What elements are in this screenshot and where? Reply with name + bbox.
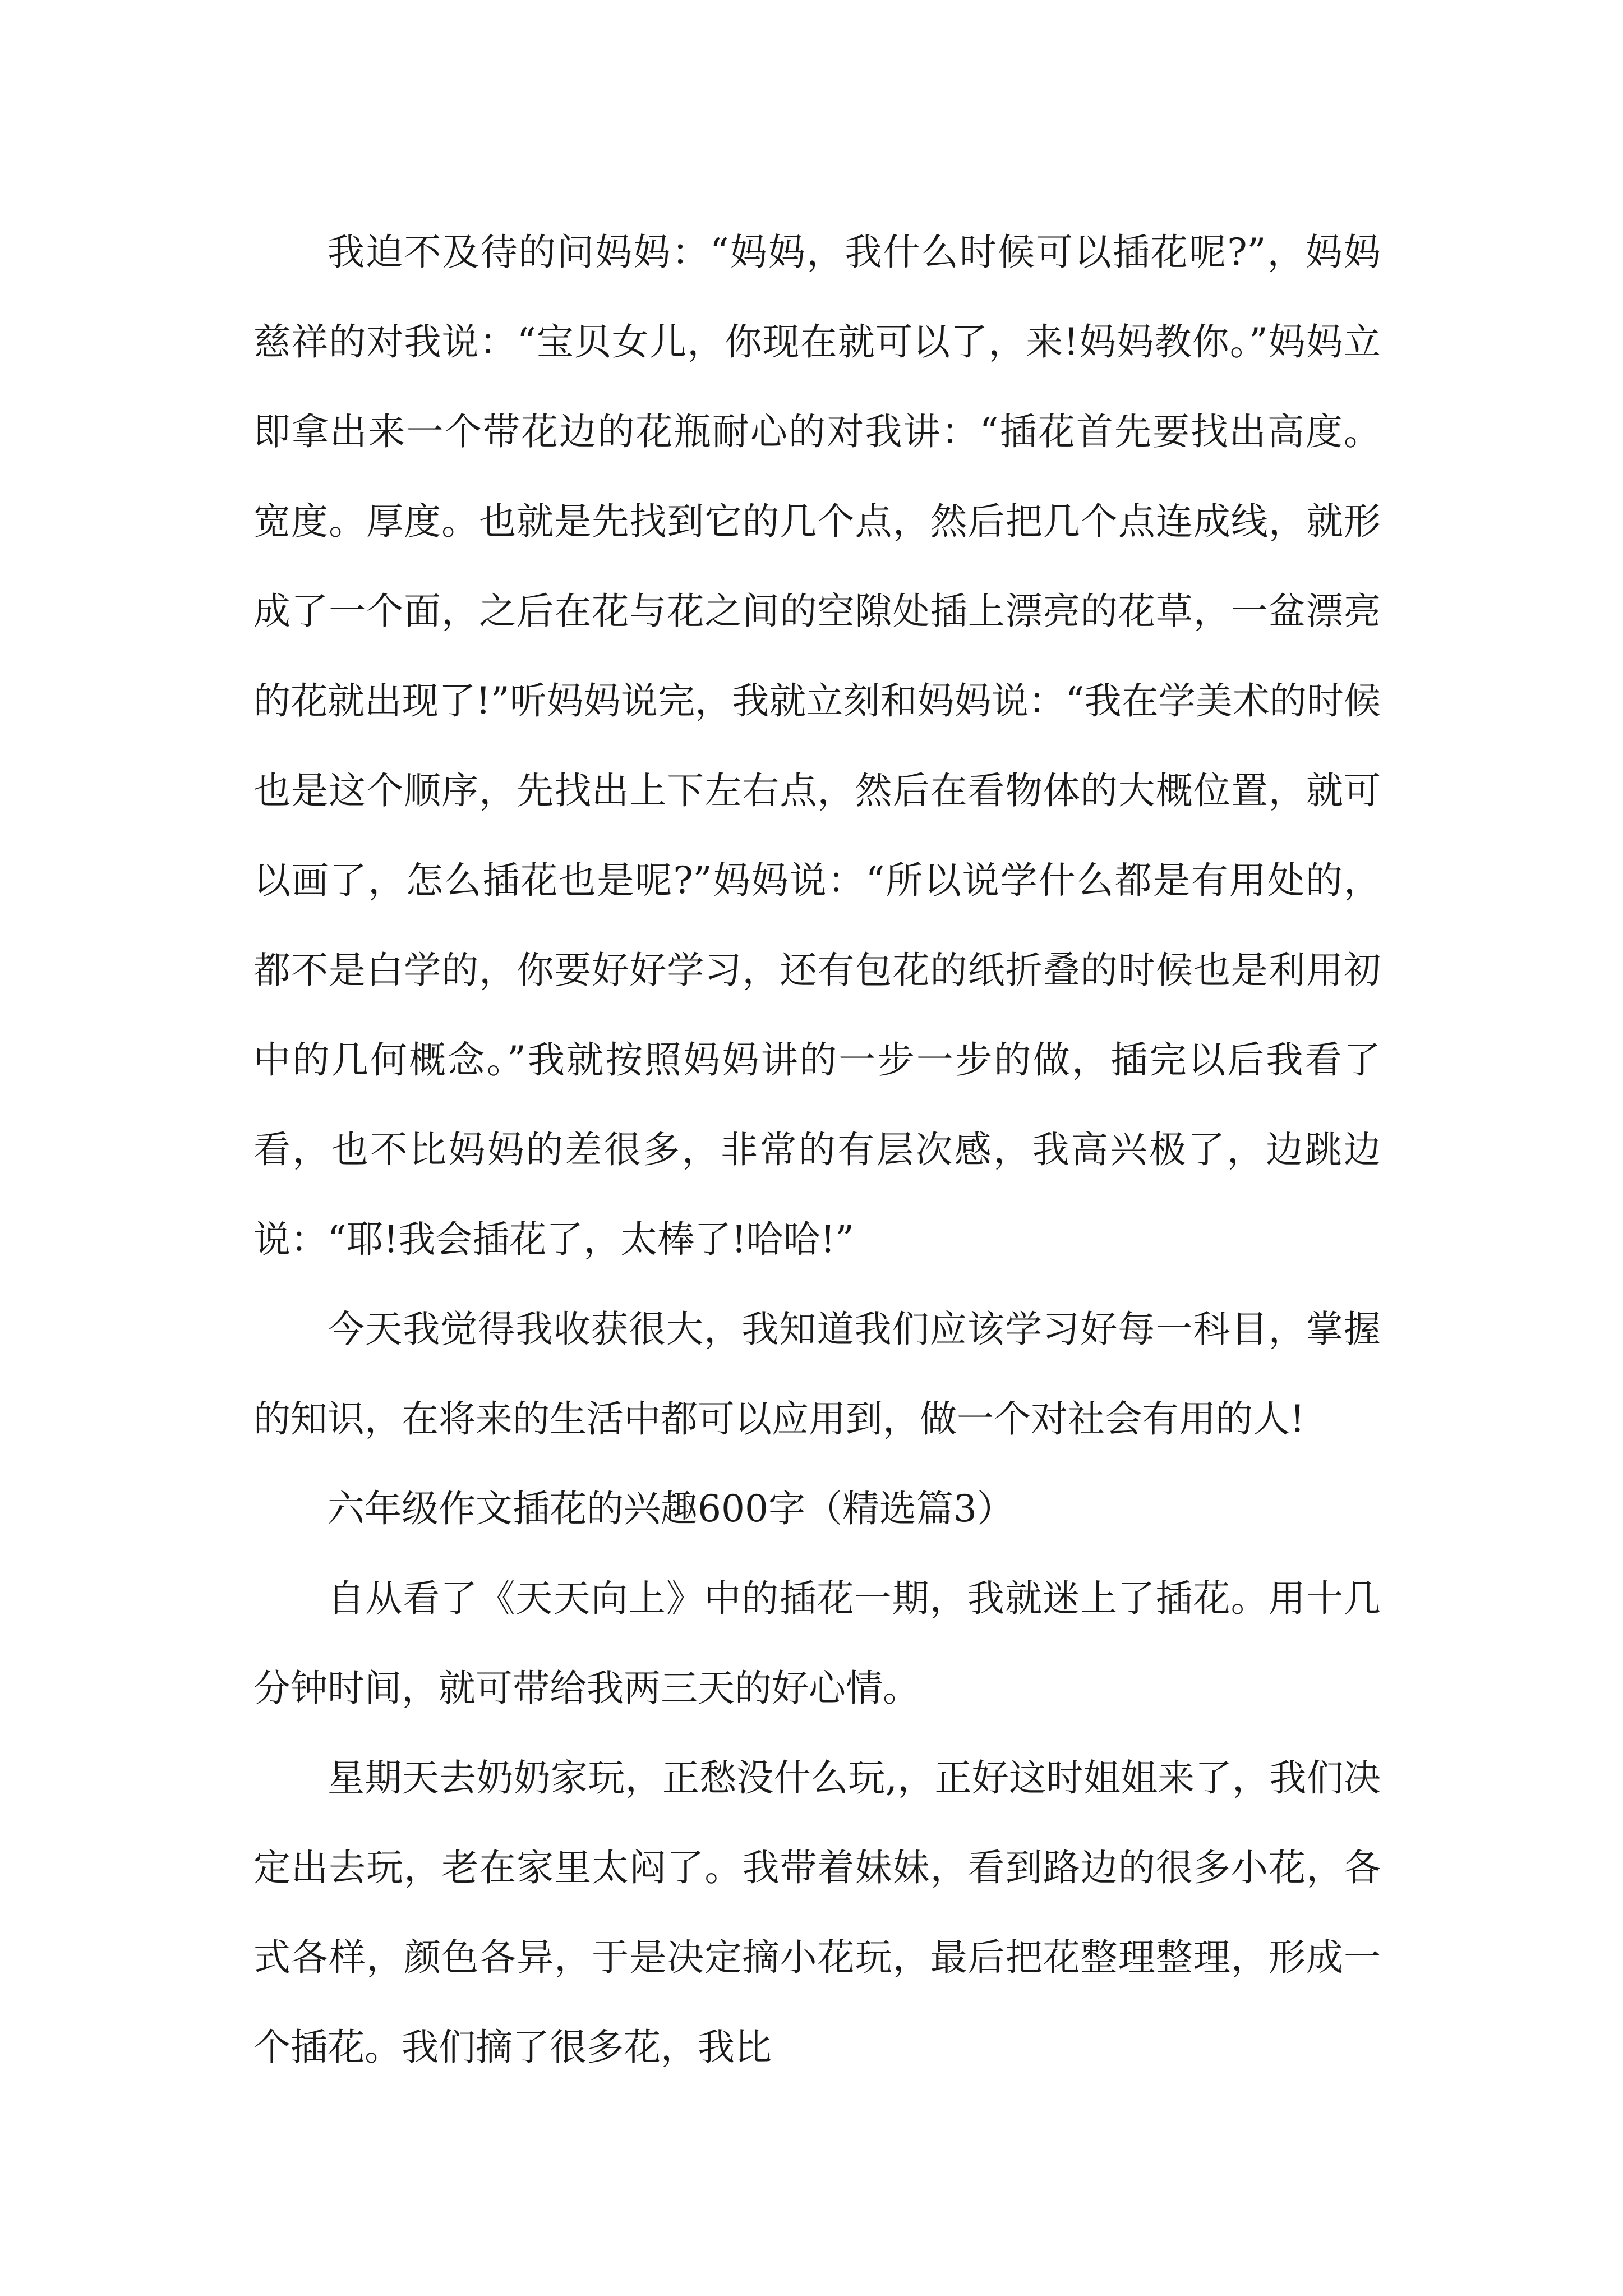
- paragraph-2: 今天我觉得我收获很大，我知道我们应该学习好每一科目，掌握的知识，在将来的生活中都可以应用到，做一个对社会有用的人!: [253, 1308, 1381, 1441]
- paragraph-1: 我迫不及待的问妈妈：“妈妈，我什么时候可以插花呢?”，妈妈慈祥的对我说：“宝贝女儿，你现在就可以了，来!妈妈教你。”妈妈立即拿出来一个带花边的花瓶耐心的对我讲：“插花首先要找出高度。宽度。厚度。也就是先找到它的几个点，然后把几个点连成线，就形成了一个面，之后在花与花之间的空隙处插上漂亮的花草，一盆漂亮的花就出现了!”听妈妈说完，我就立刻和妈妈说：“我在学美术的时候也是这个顺序，先找出上下左右点，然后在看物体的大概位置，就可以画了，怎么插花也是呢?”妈妈说：“所以说学什么都是有用处的，都不是白学的，你要好好学习，还有包花的纸折叠的时候也是利用初中的几何概念。”我就按照妈妈讲的一步一步的做，插完以后我看了看，也不比妈妈的差很多，非常的有层次感，我高兴极了，边跳边说：“耶!我会插花了，太棒了!哈哈!”: [253, 231, 1381, 1261]
- paragraph-3: 自从看了《天天向上》中的插花一期，我就迷上了插花。用十几分钟时间，就可带给我两三天的好心情。: [253, 1577, 1381, 1710]
- section-heading: 六年级作文插花的兴趣600字（精选篇3）: [328, 1487, 1014, 1530]
- paragraph-4: 星期天去奶奶家玩，正愁没什么玩,，正好这时姐姐来了，我们决定出去玩，老在家里太闷了。我带着妹妹，看到路边的很多小花，各式各样，颜色各异，于是决定摘小花玩，最后把花整理整理，形成一个插花。我们摘了很多花，我比: [253, 1756, 1381, 2069]
- document-page: [253, 208, 1381, 2092]
